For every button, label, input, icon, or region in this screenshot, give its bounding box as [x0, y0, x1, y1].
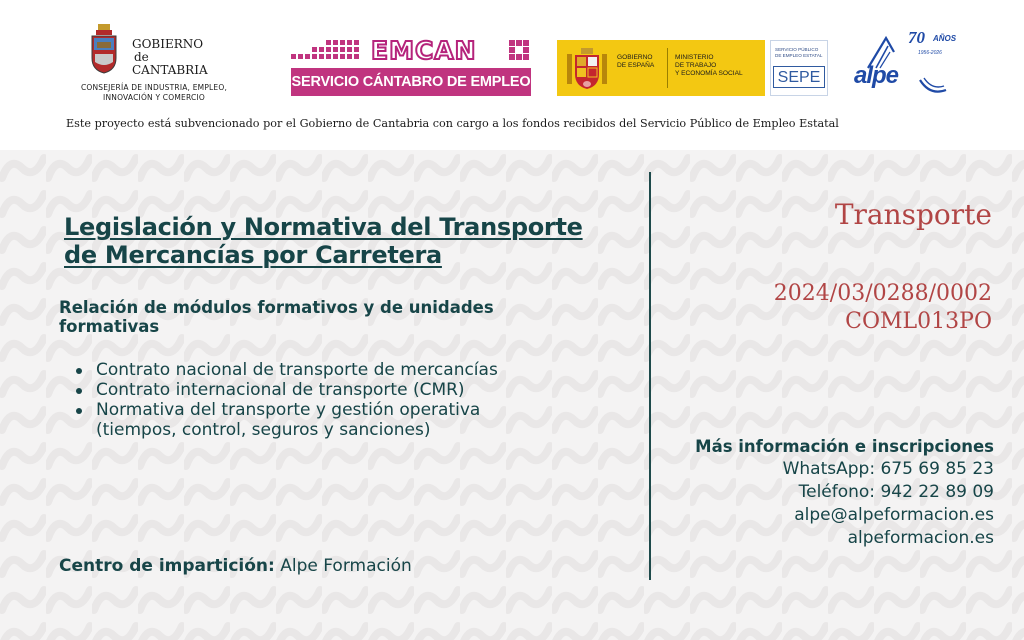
training-center-label: Centro de impartición: [59, 556, 275, 576]
gob-line2: DE ESPAÑA [617, 62, 655, 69]
phone-number[interactable]: Teléfono: 942 22 89 09 [798, 482, 994, 502]
gob-divider [667, 48, 668, 88]
ministerio-text [675, 54, 743, 78]
course-title-line1: Legislación y Normativa del Transporte [64, 213, 583, 241]
list-item [64, 400, 624, 420]
modules-list [64, 360, 624, 440]
bullet-icon [76, 368, 82, 374]
sepe-small2: DE EMPLEO ESTATAL [775, 52, 823, 58]
list-item [64, 380, 624, 400]
sepe-logo [770, 40, 828, 96]
gob-line1: GOBIERNO [617, 54, 653, 61]
cantabria-name [132, 38, 208, 77]
cantabria-consejeria [64, 83, 244, 103]
category-label: Transporte [834, 198, 992, 231]
gobierno-espana-text [617, 54, 654, 70]
ministerio-line2: DE TRABAJO [675, 62, 717, 69]
alpe-wordmark: alpe [854, 62, 899, 89]
cantabria-line1: GOBIERNO [132, 37, 204, 51]
course-title [64, 213, 634, 269]
ministerio-line1: MINISTERIO [675, 54, 714, 61]
emcan-band: SERVICIO CÁNTABRO DE EMPLEO [291, 68, 531, 96]
sepe-small1: SERVICIO PÚBLICO [775, 47, 819, 52]
emcan-pixel-icon [291, 40, 361, 62]
modules-heading-line1: Relación de módulos formativos y de unidades [59, 298, 494, 317]
ministerio-line3: Y ECONOMÍA SOCIAL [675, 70, 743, 77]
alpe-70: 70 [908, 28, 925, 47]
cantabria-line2: de [134, 50, 149, 64]
header-logos [0, 0, 1024, 150]
expedient-code: 2024/03/0288/0002 [773, 281, 992, 306]
whatsapp-number[interactable]: WhatsApp: 675 69 85 23 [782, 459, 994, 479]
course-title-line2: de Mercancías por Carretera [64, 241, 442, 269]
emcan-top [291, 38, 531, 64]
email-link[interactable]: alpe@alpeformacion.es [794, 505, 994, 525]
emcan-logo [291, 38, 531, 98]
list-item [64, 360, 624, 380]
module-text: Contrato internacional de transporte (CMR) [96, 380, 465, 400]
module-text: Normativa del transporte y gestión operativa [96, 400, 481, 420]
sepe-subtitle [775, 47, 825, 58]
modules-heading-line2: formativas [59, 317, 160, 336]
training-center-value: Alpe Formación [274, 556, 412, 576]
emcan-wordmark: EMCAN [371, 36, 477, 65]
bullet-icon [76, 388, 82, 394]
course-codes [774, 280, 992, 336]
specialty-code: COML013PO [845, 309, 992, 334]
gobierno-cantabria-logo [64, 20, 244, 108]
consejeria-line1: CONSEJERÍA DE INDUSTRIA, EMPLEO, [80, 83, 228, 92]
cantabria-line3: CANTABRIA [132, 63, 208, 77]
cantabria-shield-icon [90, 24, 118, 74]
gobierno-espana-logo [557, 40, 765, 96]
training-center [59, 556, 412, 576]
alpe-anos: AÑOS [933, 34, 957, 43]
website-link[interactable]: alpeformacion.es [847, 528, 994, 548]
subsidy-notice: Este proyecto está subvencionado por el Gobierno de Cantabria con cargo a los fondos recibidos del Servicio Público de Empleo Estatal [66, 117, 839, 130]
list-item-continuation [64, 420, 624, 440]
spain-coat-of-arms-icon [565, 46, 609, 90]
sepe-wordmark: SEPE [773, 66, 825, 88]
module-text: (tiempos, control, seguros y sanciones) [96, 420, 431, 440]
contact-heading: Más información e inscripciones [695, 437, 994, 456]
bullet-icon [76, 408, 82, 414]
emcan-square-icon [509, 40, 529, 62]
vertical-divider [649, 172, 651, 580]
module-text: Contrato nacional de transporte de mercancías [96, 360, 498, 380]
alpe-years: 1956-2026 [918, 50, 942, 56]
consejeria-line2: INNOVACIÓN Y COMERCIO [103, 93, 205, 102]
alpe-logo [850, 26, 962, 98]
modules-heading [59, 298, 599, 336]
contact-info [695, 436, 994, 550]
